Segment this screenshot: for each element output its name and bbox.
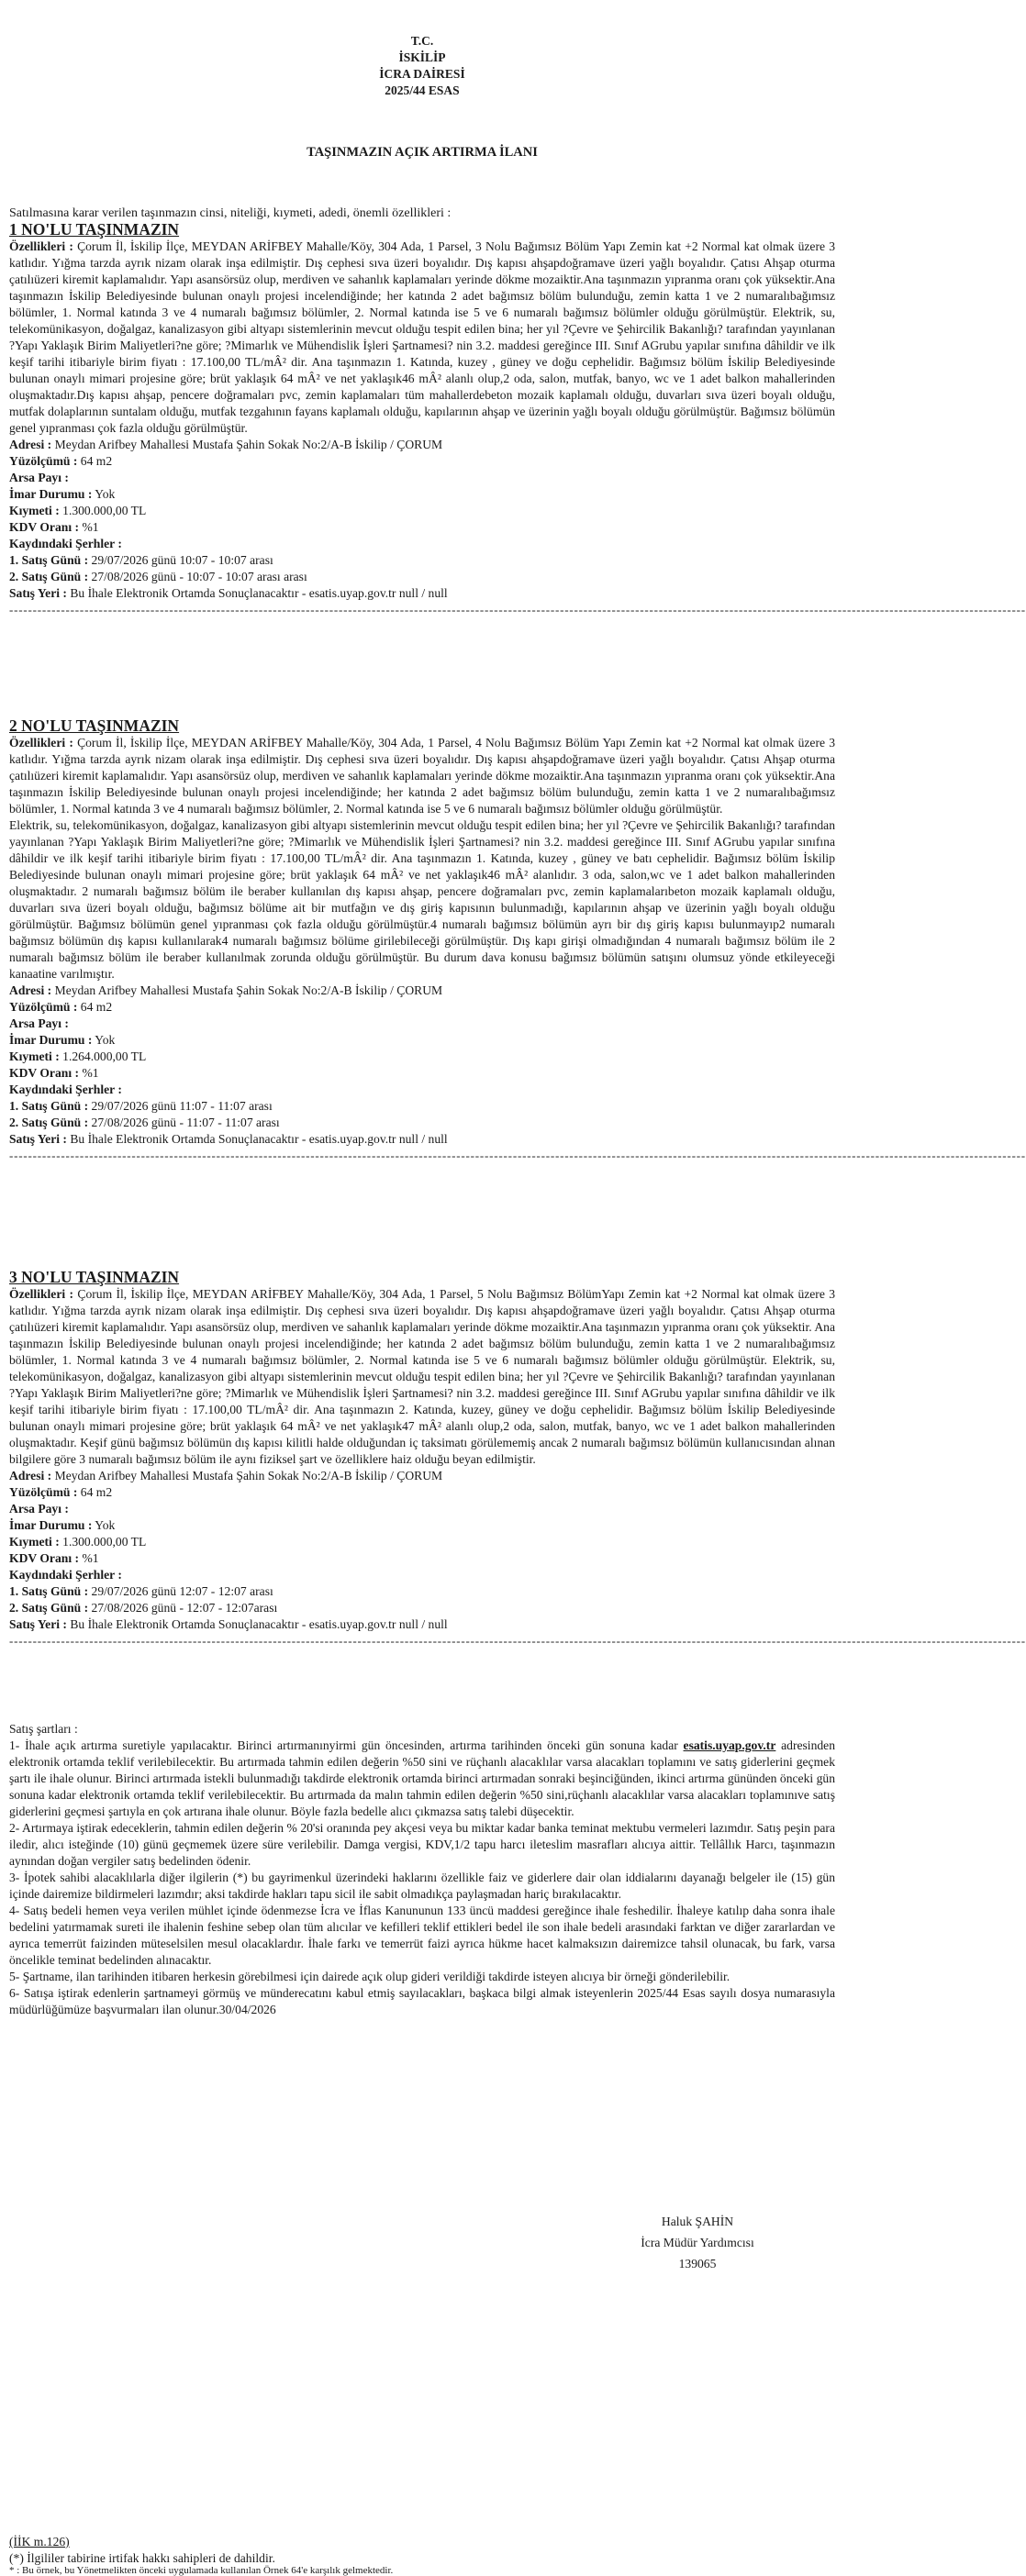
property-2 [9,716,1026,1163]
property-sale-place: Satış Yeri : Bu İhale Elektronik Ortamda Sonuçlanacaktır - esatis.uyap.gov.tr null / null [9,1132,448,1146]
header-case-number: 2025/44 ESAS [385,83,460,97]
property-annotations: Kaydındaki Şerhler : [9,1568,122,1582]
property-area: Yüzölçümü : 64 m2 [9,1000,113,1014]
terms-item-4: 4- Satış bedeli hemen veya verilen mühlet içinde ödenmezse İcra ve İflas Kanununun 133 üncü maddesi gereğince ihale feshedilir. İhaleye katılıp daha sonra ihale bedelini yatırmamak sureti ile ihalenin feshine sebep olan tüm alıcılar ve kefilleri teklif ettikleri bedel ile son ihale bedeli arasındaki farktan ve diğer zararlardan ve ayrıca temerrüt faizinden müteselsilen mesul olacaklardır. İhale farkı ve temerrüt faizi ayrıca hükme hacet kalmaksızın dairemizce tahsil olunacak, bu fark, varsa öncelikle teminat bedelinden alınacaktır. [9,1904,835,1967]
header-block [9,33,835,99]
terms-item-5: 5- Şartname, ilan tarihinden itibaren herkesin görebilmesi için dairede açık olup gideri verildiği takdirde isteyen alıcıya bir örneği gönderilebilir. [9,1970,730,1983]
property-sale-place: Satış Yeri : Bu İhale Elektronik Ortamda Sonuçlanacaktır - esatis.uyap.gov.tr null / null [9,1617,448,1631]
property-features: Özellikleri : Çorum İl, İskilip İlçe, MEYDAN ARİFBEY Mahalle/Köy, 304 Ada, 1 Parsel, 5 Nolu Bağımsız BölümYapı Zemin kat +2 Normal kat olmak üzere 3 katlıdır. Yığma tarzda ayrık nizam olarak inşa edilmiştir. Dış cephesi sıva üzeri boyalıdır. Dış kapısı ahşapdoğramave üzeri yağlı boyalıdır. Çatısı Ahşap oturma çatılıüzeri kiremit kaplamalıdır. Yapı asansörsüz olup, merdiven ve sahanlık kaplamaları yerinde dökme mozaiktir.Ana taşınmazın yıpranma oranı çok yüksektir. Ana taşınmazın İskilip Belediyesinde bulunan onaylı projesi incelendiğinde; her katında 2 adet bağımsız bölüm bulunduğu, zemin katta 1 ve 2 numaralıbağımsız bölümler, 1. Normal katında 3 ve 4 numaralı bağımsız bölümler, 2. Normal katında ise 5 ve 6 numaralı bağımsız bölümler olduğu görülmüştür. Elektrik, su, telekomünikasyon, doğalgaz, kanalizasyon gibi altyapı sistemlerinin mevcut olduğu tespit edilen bina; her yıl ?Çevre ve Şehircilik Bakanlığı? tarafından yayınlanan ?Yapı Yaklaşık Birim Maliyetleri?ne göre; ?Mimarlık ve Mühendislik İşleri Şartnamesi? nin 3.2. maddesi gereğince III. Sınıf AGrubu yapılar sınıfına dâhildir ve ilk keşif tarihi itibariyle birim fiyatı : 17.100,00 TL/mÂ² dir. Ana taşınmazın 2. Katında, kuzey, güney ve doğu cephelidir. Bağımsız bölüm İskilip Belediyesinde bulunan onaylı mimari projesine göre; brüt yaklaşık 64 mÂ² ve net yaklaşık47 mÂ² alanlı olup,2 oda, salon, mutfak, banyo, wc ve 1 adet balkon mahallerinden oluşmaktadır. Keşif günü bağımsız bölümün dış kapısı kilitli halde olduğundan iç taksimatı görülememiş ancak 2 numaralı bağımsız bölümün kullanıcısından alınan bilgilere göre 3 numaralı bağımsız bölüm ile aynı fiziksel şart ve özelliklere haiz olduğu beyan edilmiştir. [9,1287,836,1466]
signature-name: Haluk ŞAHİN [661,2215,734,2228]
terms-item-3: 3- İpotek sahibi alacaklılarla diğer ilgilerin (*) bu gayrimenkul üzerindeki haklarını özellikle faiz ve giderlere dair olan iddialarını dayanağı belgeler ile (15) gün içinde dairemize bildirmeleri lazımdır; aksi takdirde hakları tapu sicil ile sabit olmadıkça paylaşmadan hariç bırakılacaktır. [9,1871,835,1901]
property-sale-2: 2. Satış Günü : 27/08/2026 günü - 10:07 - 10:07 arası arası [9,570,307,583]
property-zoning: İmar Durumu : Yok [9,1518,116,1532]
property-zoning: İmar Durumu : Yok [9,1033,116,1047]
property-3 [9,1268,1026,1649]
property-annotations: Kaydındaki Şerhler : [9,537,122,550]
footnote-1: (*) İlgililer tabirine irtifak hakkı sahipleri de dahildir. [9,2551,275,2565]
separator: ------------------------------------------------------------------------------------------------------------------------------------------------------------------------------------------------------------------------ [9,603,1026,616]
property-kdv: KDV Oranı : %1 [9,520,99,534]
property-share: Arsa Payı : [9,471,69,484]
signature-block [615,2211,780,2274]
property-sale-2: 2. Satış Günü : 27/08/2026 günü - 11:07 - 11:07 arası [9,1116,280,1129]
signature-role: İcra Müdür Yardımcısı [641,2236,754,2249]
page-title: TAŞINMAZIN AÇIK ARTIRMA İLANI [307,145,538,160]
property-sale-1: 1. Satış Günü : 29/07/2026 günü 11:07 - 11:07 arası [9,1099,273,1113]
property-address: Adresi : Meydan Arifbey Mahallesi Mustafa Şahin Sokak No:2/A-B İskilip / ÇORUM [9,983,443,997]
property-heading: 3 NO'LU TAŞINMAZIN [9,1268,180,1286]
property-area: Yüzölçümü : 64 m2 [9,454,113,468]
separator: ------------------------------------------------------------------------------------------------------------------------------------------------------------------------------------------------------------------------ [9,1149,1026,1162]
property-1 [9,220,1026,617]
header-district: İSKİLİP [398,50,446,64]
footer [9,2534,275,2567]
header-office: İCRA DAİRESİ [379,67,465,81]
terms-heading: Satış şartları : [9,1722,78,1736]
property-share: Arsa Payı : [9,1016,69,1030]
intro-text: Satılmasına karar verilen taşınmazın cinsi, niteliği, kıymeti, adedi, önemli özellikleri : [9,206,452,220]
property-zoning: İmar Durumu : Yok [9,487,116,501]
property-value: Kıymeti : 1.264.000,00 TL [9,1049,147,1063]
property-sale-place: Satış Yeri : Bu İhale Elektronik Ortamda Sonuçlanacaktır - esatis.uyap.gov.tr null / null [9,586,448,600]
terms-item-1: 1- İhale açık artırma suretiyle yapılacaktır. Birinci artırmanınyirmi gün öncesinden, artırma tarihinden önceki gün sonuna kadar esatis.uyap.gov.tr adresinden elektronik ortamda teklif verilebilecektir. Bu artırmada tahmin edilen değerin %50 sini ve rüçhanlı alacaklılar varsa alacakları toplamını ve satış giderlerini geçmek şartı ile ihale olunur. Birinci artırmada istekli bulunmadığı takdirde elektronik ortamda birinci artırmadan sonraki beşinciğünden, ikinci artırma gününden önceki gün sonuna kadar elektronik ortamda teklif verilebilecektir. Bu artırmada da malın tahmin edilen değerin %50 sini,rüçhanlı alacaklılar varsa alacakları toplamınıve satış giderlerini geçmesi şartıyla en çok artırana ihale olunur. Böyle fazla bedelle alıcı çıkmazsa satış talebi düşecektir. [9,1738,835,1818]
property-area: Yüzölçümü : 64 m2 [9,1485,113,1499]
terms-item-2: 2- Artırmaya iştirak edeceklerin, tahmin edilen değerin % 20'si oranında pey akçesi veya bu miktar kadar banka teminat mektubu vermeleri lazımdır. Satış peşin para iledir, alıcı isteğinde (10) günü geçmemek üzere süre verilebilir. Damga vergisi, KDV,1/2 tapu harcı ileteslim masrafları alıcıya aittir. Tellâllık Harcı, taşınmazın aynından doğan vergiler satış bedelinden ödenir. [9,1821,835,1868]
header-tc: T.C. [410,34,434,48]
property-address: Adresi : Meydan Arifbey Mahallesi Mustafa Şahin Sokak No:2/A-B İskilip / ÇORUM [9,438,443,451]
terms-item-6: 6- Satışa iştirak edenlerin şartnameyi görmüş ve münderecatını kabul etmiş sayılacakları, başkaca bilgi almak isteyenlerin 2025/44 Esas sayılı dosya numarasıyla müdürlüğümüze başvurmaları ilan olunur.30/04/2026 [9,1986,835,2016]
law-reference: (İİK m.126) [9,2535,70,2548]
property-features: Özellikleri : Çorum İl, İskilip İlçe, MEYDAN ARİFBEY Mahalle/Köy, 304 Ada, 1 Parsel, 4 Nolu Bağımsız Bölüm Yapı Zemin kat +2 Normal kat olmak üzere 3 katlıdır. Yığma tarzda ayrık nizam olarak inşa edilmiştir. Dış cephesi sıva üzeri boyalıdır. Dış kapısı ahşapdoğramave üzeri yağlı boyalıdır. Çatısı Ahşap oturma çatılıüzeri kiremit kaplamalıdır. Yapı asansörsüz olup, merdiven ve sahanlık kaplamaları yerinde dökme mozaiktir.Ana taşınmazın yıpranma oranı çok yüksektir.Ana taşınmazın İskilip Belediyesinde bulunan onaylı projesi incelendiğinde; her katında 2 adet bağımsız bölüm bulunduğu, zemin katta 1 ve 2 numaralıbağımsız bölümler, 1. Normal katında 3 ve 4 numaralı bağımsız bölümler, 2. Normal katında ise 5 ve 6 numaralı bağımsız bölümler olduğu görülmüştür. [9,736,835,816]
property-heading: 2 NO'LU TAŞINMAZIN [9,716,180,735]
property-annotations: Kaydındaki Şerhler : [9,1083,122,1096]
property-sale-1: 1. Satış Günü : 29/07/2026 günü 10:07 - 10:07 arası [9,553,273,567]
property-address: Adresi : Meydan Arifbey Mahallesi Mustafa Şahin Sokak No:2/A-B İskilip / ÇORUM [9,1469,443,1482]
property-kdv: KDV Oranı : %1 [9,1551,99,1565]
property-features-continued: Elektrik, su, telekomünikasyon, doğalgaz, kanalizasyon gibi altyapı sistemlerinin mevcut olduğu tespit edilen bina; her yıl ?Çevre ve Şehircilik Bakanlığı? tarafından yayınlanan ?Yapı Yaklaşık Birim Maliyetleri?ne göre; ?Mimarlık ve Mühendislik İşleri Şartnamesi? nin 3.2. maddesi gereğince III. Sınıf AGrubu yapılar sınıfına dâhildir ve ilk keşif tarihi itibariyle birim fiyatı : 17.100,00 TL/mÂ² dir. Ana taşınmazın 1. Katında, kuzey , güney ve batı cephelidir. Bağımsız bölüm İskilip Belediyesinde bulunan onaylı mimari projesine göre; brüt yaklaşık 64 mÂ² ve net yaklaşık46 mÂ² alanlıdır. 3 oda, salon,wc ve 1 adet balkon mahallerinden oluşmaktadır. 2 numaralı bağımsız bölüm ile beraber kullanılan dış kapısı ahşap, pencere doğramaları pvc, zemin kaplamalarıbeton mozaik kaplamalı olduğu, duvarları sıva üzeri boyalı olduğu, bağımsız bölüme ait bir mutfağın ve dış giriş kapısının bulunmadığı, kapılarının ahşap ve üzerinin yağlı boyalı olduğu görülmüştür. Bağımsız bölümün genel yıpranması çok fazla olduğu görülmüştür.4 numaralı bağımsız bölümün ayrı bir dış giriş kapısı bulunmayıp2 numaralı bağımsız bölümün dış kapısı kullanılarak4 numaralı bağımsız bölüme girilebileceği görülmüştür. Dış kapı girişi olmadığından 4 numaralı bağımsız bölüm ile 2 numaralı bağımsız bölüm ile beraber kullanılmak zorunda olduğu görülmüştür. Bu durum dava konusu bağımsız bölümün satışını olumsuz yönde etkileyeceği kanaatine varılmıştır. [9,818,835,981]
property-heading: 1 NO'LU TAŞINMAZIN [9,220,180,239]
property-value: Kıymeti : 1.300.000,00 TL [9,504,147,517]
esatis-link[interactable]: esatis.uyap.gov.tr [683,1738,776,1752]
footnote-2: * : Bu örnek, bu Yönetmelikten önceki uygulamada kullanılan Örnek 64'e karşılık gelmektedir. [9,2565,394,2576]
property-kdv: KDV Oranı : %1 [9,1066,99,1080]
property-features: Özellikleri : Çorum İl, İskilip İlçe, MEYDAN ARİFBEY Mahalle/Köy, 304 Ada, 1 Parsel, 3 Nolu Bağımsız Bölüm Yapı Zemin kat +2 Normal kat olmak üzere 3 katlıdır. Yığma tarzda ayrık nizam olarak inşa edilmiştir. Dış cephesi sıva üzeri boyalıdır. Dış kapısı ahşapdoğramave üzeri yağlı boyalıdır. Çatısı Ahşap oturma çatılıüzeri kiremit kaplamalıdır. Yapı asansörsüz olup, merdiven ve sahanlık kaplamaları yerinde dökme mozaiktir.Ana taşınmazın yıpranma oranı çok yüksektir.Ana taşınmazın İskilip Belediyesinde bulunan onaylı projesi incelendiğinde; her katında 2 adet bağımsız bölüm bulunduğu, zemin katta 1 ve 2 numaralıbağımsız bölümler, 1. Normal katında 3 ve 4 numaralı bağımsız bölümler, 2. Normal katında ise 5 ve 6 numaralı bağımsız bölümler olduğu görülmüştür. Elektrik, su, telekomünikasyon, doğalgaz, kanalizasyon gibi altyapı sistemlerinin mevcut olduğu tespit edilen bina; her yıl ?Çevre ve Şehircilik Bakanlığı? tarafından yayınlanan ?Yapı Yaklaşık Birim Maliyetleri?ne göre; ?Mimarlık ve Mühendislik İşleri Şartnamesi? nin 3.2. maddesi gereğince III. Sınıf AGrubu yapılar sınıfına dâhildir ve ilk keşif tarihi itibariyle birim fiyatı : 17.100,00 TL/mÂ² dir. Ana taşınmazın 1. Katında, kuzey , güney ve doğu cephelidir. Bağımsız bölüm İskilip Belediyesinde bulunan onaylı mimari projesine göre; brüt yaklaşık 64 mÂ² ve net yaklaşık46 mÂ² alanlı olup,2 oda, salon, mutfak, banyo, wc ve 1 adet balkon mahallerinden oluşmaktadır.Dış kapısı ahşap, pencere doğramaları pvc, zemin kaplamaları tüm mahallerdebeton mozaik kaplamalı olduğu, duvarları sıva üzeri boyalı olduğu, mutfak dolaplarının suntalam olduğu, mutfak tezgahının fayans kaplamalı olduğu, kapılarının ahşap ve üzerinin yağlı boyalı olduğu görülmüştür. Bağımsız bölümün genel yıpranması çok fazla olduğu görülmüştür. [9,239,835,435]
property-sale-2: 2. Satış Günü : 27/08/2026 günü - 12:07 - 12:07arası [9,1601,278,1615]
separator: ------------------------------------------------------------------------------------------------------------------------------------------------------------------------------------------------------------------------ [9,1634,1026,1648]
property-value: Kıymeti : 1.300.000,00 TL [9,1535,147,1549]
property-sale-1: 1. Satış Günü : 29/07/2026 günü 12:07 - 12:07 arası [9,1584,273,1598]
signature-number: 139065 [678,2257,717,2271]
sale-terms [9,1721,835,2018]
property-share: Arsa Payı : [9,1502,69,1516]
